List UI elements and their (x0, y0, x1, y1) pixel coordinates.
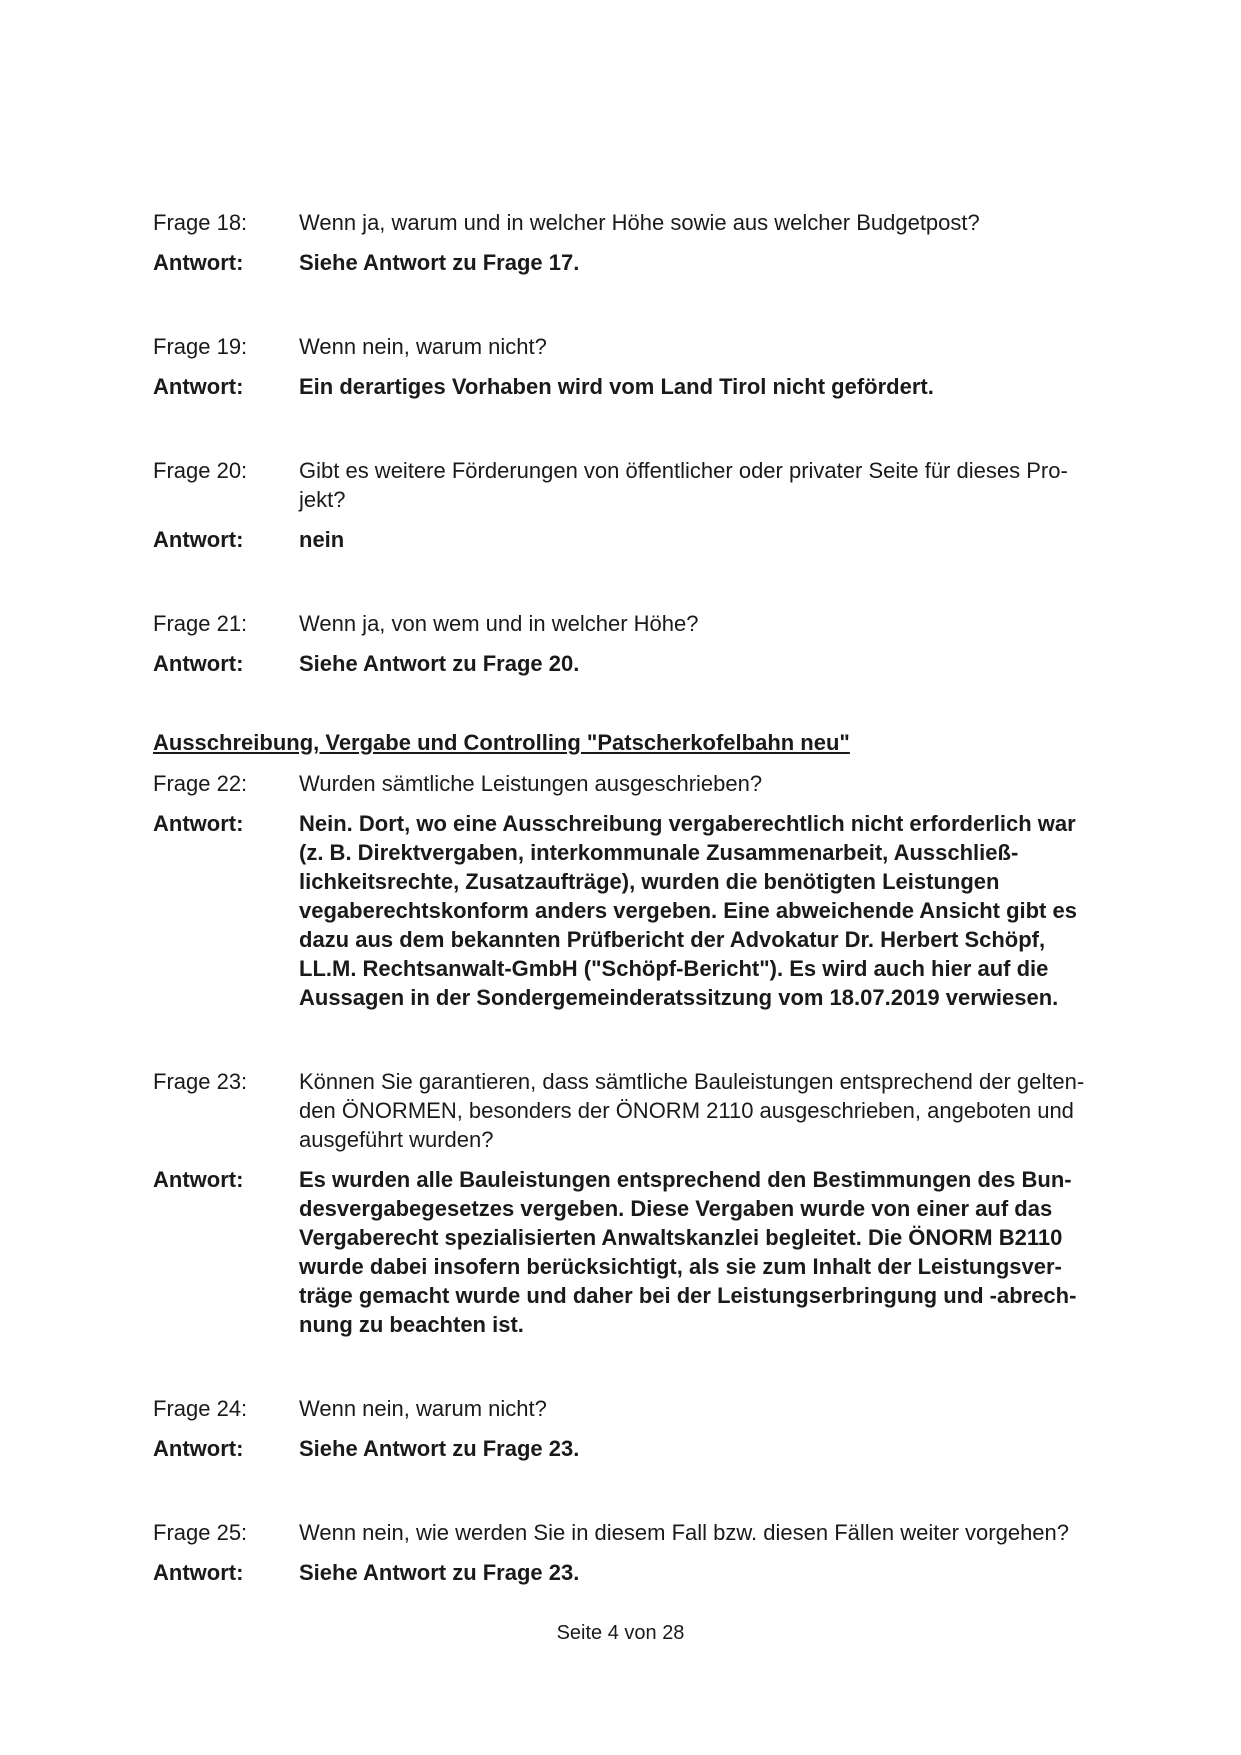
answer-label: Antwort: (153, 1167, 244, 1192)
answer-row (153, 1558, 1113, 1587)
question-label: Frage 18: (153, 210, 248, 235)
qa-item-25 (153, 1518, 1113, 1587)
question-text: Gibt es weitere Förderungen von öffentlicher oder privater Seite für dieses Pro- jekt? (299, 458, 1068, 512)
qa-item-22 (153, 769, 1113, 1012)
answer-text: Nein. Dort, wo eine Ausschreibung vergaberechtlich nicht erforderlich war (z. B. Direktvergaben, interkommunale Zusammenarbeit, Ausschließ- lichkeitsrechte, Zusatzaufträge), wurden die benötigten Leistungen vegaberechtskonform anders vergeben. Eine abweichende Ansicht gibt es dazu aus dem bekannten Prüfbericht der Advokatur Dr. Herbert Schöpf, LL.M. Rechtsanwalt-GmbH ("Schöpf-Bericht"). Es wird auch hier auf die Aussagen in der Sondergemeinderatssitzung vom 18.07.2019 verwiesen. (299, 811, 1077, 1010)
question-label: Frage 24: (153, 1396, 248, 1421)
answer-row (153, 809, 1113, 1012)
answer-label: Antwort: (153, 527, 244, 552)
answer-label: Antwort: (153, 1436, 244, 1461)
answer-label: Antwort: (153, 811, 244, 836)
question-label: Frage 19: (153, 334, 248, 359)
answer-row (153, 1165, 1113, 1339)
page-number: Seite 4 von 28 (556, 1622, 685, 1644)
question-row (153, 769, 1113, 798)
question-text: Wenn ja, warum und in welcher Höhe sowie aus welcher Budgetpost? (299, 210, 980, 235)
qa-item-21 (153, 609, 1113, 678)
page-content (153, 208, 1113, 1642)
answer-label: Antwort: (153, 374, 244, 399)
qa-item-20 (153, 456, 1113, 554)
answer-text: Siehe Antwort zu Frage 23. (299, 1560, 580, 1585)
answer-text: Ein derartiges Vorhaben wird vom Land Tirol nicht gefördert. (299, 374, 934, 399)
question-row (153, 1067, 1113, 1154)
answer-row (153, 372, 1113, 401)
question-row (153, 1394, 1113, 1423)
question-text: Wenn nein, wie werden Sie in diesem Fall bzw. diesen Fällen weiter vorgehen? (299, 1520, 1070, 1545)
question-row (153, 1518, 1113, 1547)
answer-text: nein (299, 527, 345, 552)
qa-item-23 (153, 1067, 1113, 1339)
question-row (153, 332, 1113, 361)
answer-row (153, 248, 1113, 277)
answer-label: Antwort: (153, 651, 244, 676)
question-text: Wurden sämtliche Leistungen ausgeschrieben? (299, 771, 763, 796)
section-heading: Ausschreibung, Vergabe und Controlling "Patscherkofelbahn neu" (153, 730, 850, 755)
question-row (153, 609, 1113, 638)
question-label: Frage 21: (153, 611, 248, 636)
answer-label: Antwort: (153, 250, 244, 275)
answer-row (153, 1434, 1113, 1463)
qa-item-24 (153, 1394, 1113, 1463)
answer-text: Siehe Antwort zu Frage 17. (299, 250, 580, 275)
question-text: Können Sie garantieren, dass sämtliche Bauleistungen entsprechend der gelten- den ÖNORMEN, besonders der ÖNORM 2110 ausgeschrieben, angeboten und ausgeführt wurden? (299, 1069, 1085, 1152)
question-label: Frage 23: (153, 1069, 248, 1094)
answer-label: Antwort: (153, 1560, 244, 1585)
answer-text: Es wurden alle Bauleistungen entsprechend den Bestimmungen des Bun- desvergabegesetzes vergeben. Diese Vergaben wurde von einer auf das Vergaberecht spezialisierten Anwaltskanzlei begleitet. Die ÖNORM B2110 wurde dabei insofern berücksichtigt, als sie zum Inhalt der Leistungsver- träge gemacht wurde und daher bei der Leistungserbringung und -abrech- nung zu beachten ist. (299, 1167, 1077, 1337)
answer-row (153, 525, 1113, 554)
question-text: Wenn nein, warum nicht? (299, 1396, 547, 1421)
answer-text: Siehe Antwort zu Frage 20. (299, 651, 580, 676)
qa-item-19 (153, 332, 1113, 401)
qa-item-18 (153, 208, 1113, 277)
question-row (153, 456, 1113, 514)
question-label: Frage 20: (153, 458, 248, 483)
answer-text: Siehe Antwort zu Frage 23. (299, 1436, 580, 1461)
question-label: Frage 22: (153, 771, 248, 796)
question-row (153, 208, 1113, 237)
question-text: Wenn nein, warum nicht? (299, 334, 547, 359)
question-text: Wenn ja, von wem und in welcher Höhe? (299, 611, 699, 636)
question-label: Frage 25: (153, 1520, 248, 1545)
answer-row (153, 649, 1113, 678)
